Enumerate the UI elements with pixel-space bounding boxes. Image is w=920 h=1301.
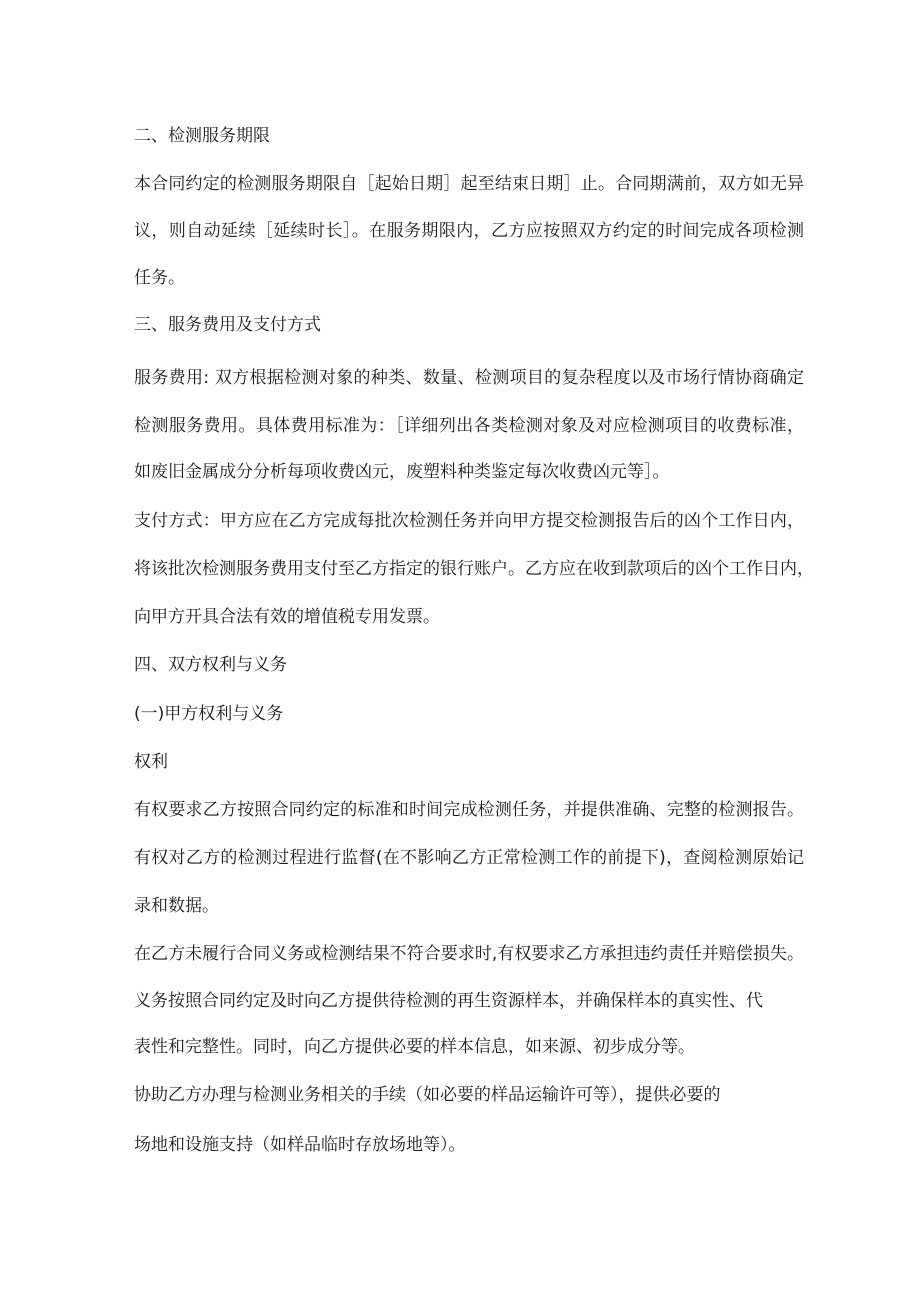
paragraph-line: 任务。 [134, 268, 185, 288]
paragraph-line: 向甲方开具合法有效的增值税专用发票。 [134, 607, 440, 627]
paragraph-line: 录和数据。 [134, 896, 219, 916]
paragraph-line: 在乙方未履行合同义务或检测结果不符合要求时,有权要求乙方承担违约责任并赔偿损失。 [134, 944, 804, 964]
subsection-heading-party-a: (一)甲方权利与义务 [134, 704, 284, 724]
section-heading-service-period: 二、检测服务期限 [134, 126, 270, 146]
paragraph-line: 本合同约定的检测服务期限自［起始日期］起至结束日期］止。合同期满前，双方如无异 [134, 174, 804, 194]
section-heading-rights-obligations: 四、双方权利与义务 [134, 655, 287, 675]
paragraph-line: 检测服务费用。具体费用标准为：［详细列出各类检测对象及对应检测项目的收费标准， [134, 416, 804, 436]
paragraph-line: 支付方式：甲方应在乙方完成每批次检测任务并向甲方提交检测报告后的凶个工作日内， [134, 511, 804, 531]
section-heading-fees-payment: 三、服务费用及支付方式 [134, 315, 321, 335]
paragraph-line: 有权要求乙方按照合同约定的标准和时间完成检测任务，并提供准确、完整的检测报告。 [134, 800, 804, 820]
paragraph-line: 服务费用: 双方根据检测对象的种类、数量、检测项目的复杂程度以及市场行情协商确定 [134, 368, 804, 388]
paragraph-line: 协助乙方办理与检测业务相关的手续（如必要的样品运输许可等），提供必要的 [134, 1085, 721, 1105]
subheading-rights: 权利 [134, 752, 168, 772]
paragraph-line: 有权对乙方的检测过程进行监督(在不影响乙方正常检测工作的前提下)，查阅检测原始记 [134, 848, 804, 868]
paragraph-line: 将该批次检测服务费用支付至乙方指定的银行账户。乙方应在收到款项后的凶个工作日内， [134, 559, 814, 579]
paragraph-line: 义务按照合同约定及时向乙方提供待检测的再生资源样本，并确保样本的真实性、代 [134, 991, 763, 1011]
paragraph-line: 议，则自动延续［延续时长］。在服务期限内，乙方应按照双方约定的时间完成各项检测 [134, 221, 804, 241]
paragraph-line: 场地和设施支持（如样品临时存放场地等）。 [134, 1135, 466, 1155]
paragraph-line: 如废旧金属成分分析每项收费凶元，废塑料种类鉴定每次收费凶元等］。 [134, 462, 670, 482]
paragraph-line: 表性和完整性。同时，向乙方提供必要的样本信息，如来源、初步成分等。 [134, 1037, 695, 1057]
